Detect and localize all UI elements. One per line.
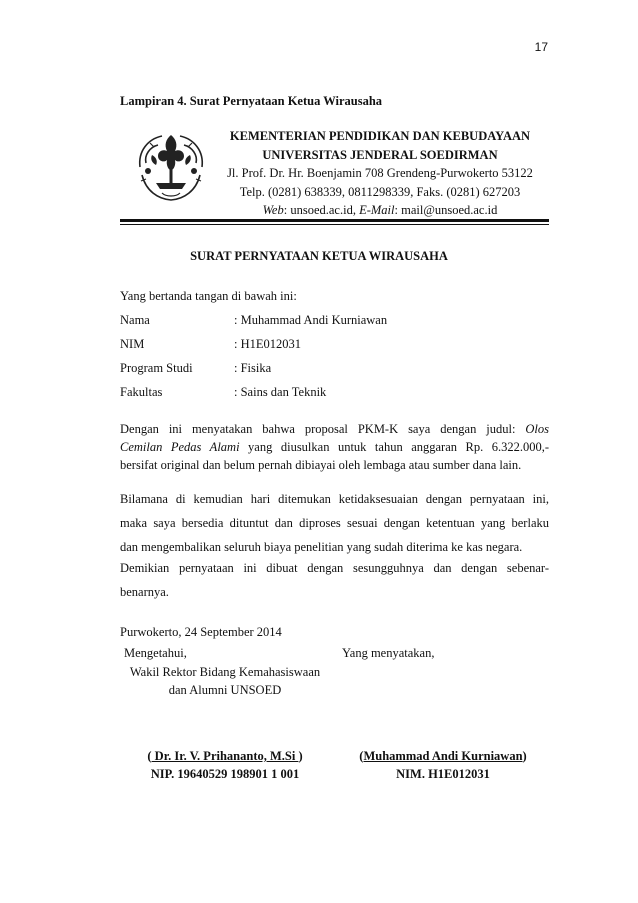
identity-value-faculty: : Sains dan Teknik <box>234 385 327 399</box>
right-close-paren: ) <box>522 749 527 763</box>
right-signatory-name-line <box>330 749 556 764</box>
left-signatory-nip: NIP. 19640529 198901 1 001 <box>150 767 300 781</box>
identity-value-program: : Fisika <box>234 361 272 375</box>
web-label: Web <box>262 203 284 217</box>
product-title-part-2: Cemilan Pedas Alami <box>120 440 240 454</box>
email-value: : mail@unsoed.ac.id <box>394 203 498 217</box>
university-contact <box>205 201 555 220</box>
statement-line-3: bersifat original dan belum pernah dibiayai oleh lembaga atau sumber dana lain. <box>120 458 522 472</box>
left-signatory-label: Mengetahui, <box>124 646 187 660</box>
letterhead-divider-thick <box>120 219 549 222</box>
consequence-line-2: maka saya bersedia dituntut dan diproses sesuai dengan ketentuan yang berlaku <box>120 516 549 530</box>
identity-label-program: Program Studi <box>120 361 193 375</box>
identity-label-name: Nama <box>120 313 150 327</box>
ministry-name: KEMENTERIAN PENDIDIKAN DAN KEBUDAYAAN <box>229 129 531 143</box>
letter-title: SURAT PERNYATAAN KETUA WIRAUSAHA <box>190 249 448 263</box>
statement-line-1 <box>120 420 549 438</box>
university-name: UNIVERSITAS JENDERAL SOEDIRMAN <box>262 147 498 162</box>
web-value: : unsoed.ac.id, <box>283 203 356 217</box>
left-signatory-name: Dr. Ir. V. Prihananto, M.Si <box>151 749 299 763</box>
university-phone: Telp. (0281) 638339, 0811298339, Faks. (0281) 627203 <box>239 184 521 199</box>
statement-text-1: Dengan ini menyatakan bahwa proposal PKM-K saya dengan judul: <box>120 422 516 436</box>
university-logo-icon <box>132 127 210 207</box>
letterhead-divider-thin <box>120 224 549 225</box>
right-open-paren: ( <box>359 749 364 763</box>
page-number: 17 <box>534 40 548 54</box>
closing-line-1: Demikian pernyataan ini dibuat dengan sesungguhnya dan dengan sebenar- <box>120 561 549 575</box>
right-signatory-nim: NIM. H1E012031 <box>396 767 490 781</box>
letterhead <box>205 127 555 220</box>
identity-label-faculty: Fakultas <box>120 385 163 399</box>
identity-value-nim: : H1E012031 <box>234 337 302 351</box>
closing-line-2: benarnya. <box>120 585 169 599</box>
consequence-paragraph <box>120 487 549 559</box>
place-date: Purwokerto, 24 September 2014 <box>120 625 282 639</box>
statement-line-2 <box>120 438 549 456</box>
left-close-paren: ) <box>298 749 303 763</box>
statement-text-2: yang diusulkan untuk tahun anggaran Rp. 6.322.000,- <box>248 440 549 454</box>
consequence-line-1: Bilamana di kemudian hari ditemukan ketidaksesuaian dengan pernyataan ini, <box>120 492 549 506</box>
attachment-heading: Lampiran 4. Surat Pernyataan Ketua Wirausaha <box>120 94 383 108</box>
statement-paragraph <box>120 420 549 474</box>
identity-value-name: : Muhammad Andi Kurniawan <box>234 313 388 327</box>
intro-text: Yang bertanda tangan di bawah ini: <box>120 289 297 303</box>
email-label: E-Mail <box>359 203 395 217</box>
left-open-paren: ( <box>147 749 152 763</box>
identity-label-nim: NIM <box>120 337 145 351</box>
university-address: Jl. Prof. Dr. Hr. Boenjamin 708 Grendeng-Purwokerto 53122 <box>227 166 533 180</box>
closing-paragraph <box>120 556 549 604</box>
right-signatory-name: Muhammad Andi Kurniawan <box>363 749 523 763</box>
left-signatory-name-line <box>96 749 354 764</box>
left-signatory-role-2: dan Alumni UNSOED <box>168 683 282 697</box>
product-title-part-1: Olos <box>525 422 550 436</box>
consequence-line-3: dan mengembalikan seluruh biaya penelitian yang sudah diterima ke kas negara. <box>120 540 523 554</box>
right-signatory-label: Yang menyatakan, <box>342 646 435 660</box>
left-signatory-role-1: Wakil Rektor Bidang Kemahasiswaan <box>129 665 321 679</box>
